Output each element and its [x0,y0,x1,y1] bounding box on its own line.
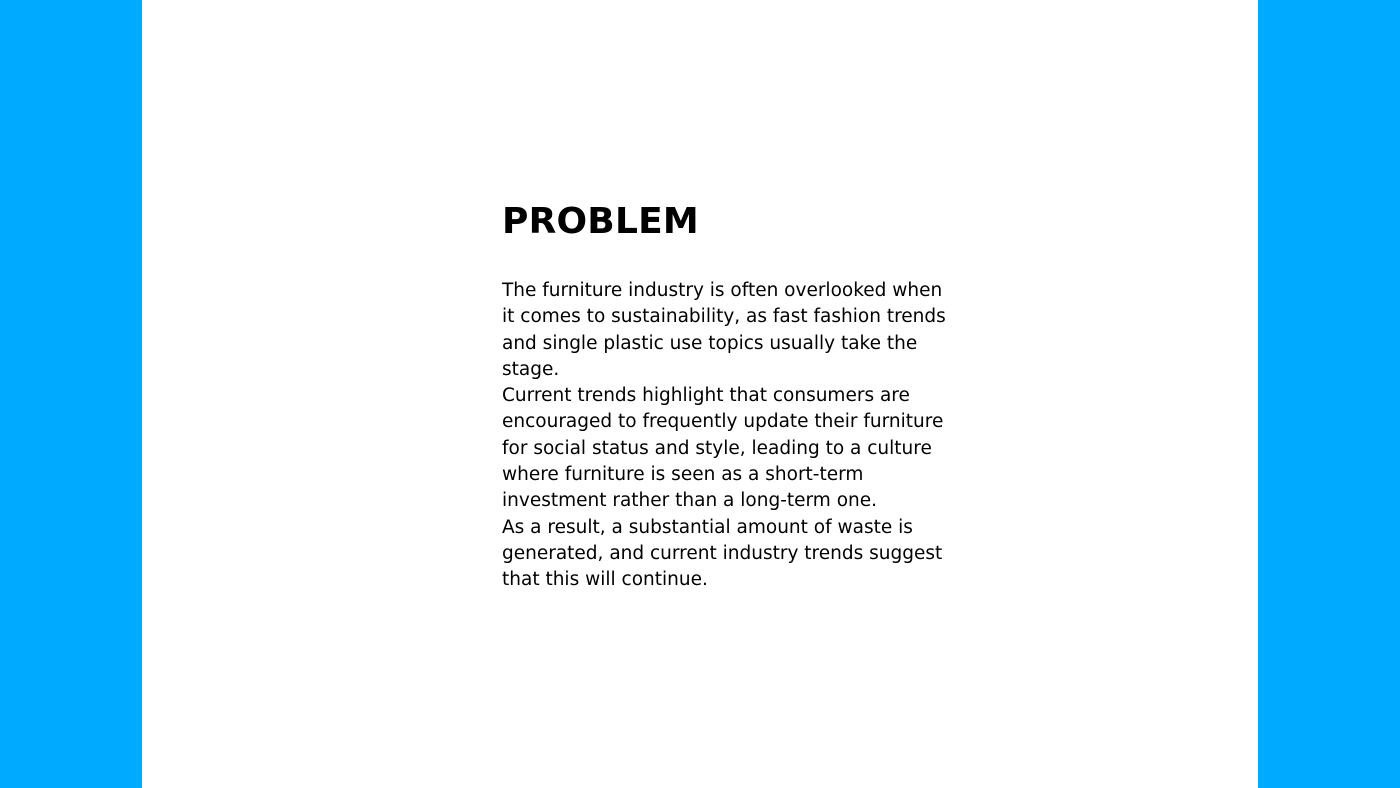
right-side-bar [1258,0,1400,788]
slide-panel [142,0,1258,788]
paragraph-1: The furniture industry is often overlooked when it comes to sustainability, as fast fashion trends and single plastic use topics usually take the stage. [502,280,946,380]
slide-content [502,200,952,594]
left-side-bar [0,0,142,788]
paragraph-2: Current trends highlight that consumers are encouraged to frequently update their furniture for social status and style, leading to a culture where furniture is seen as a short-term investment rather than a long-term one. [502,385,944,512]
slide-title: PROBLEM [502,201,699,242]
slide-body [502,278,952,594]
paragraph-3: As a result, a substantial amount of waste is generated, and current industry trends suggest that this will continue. [502,516,943,591]
